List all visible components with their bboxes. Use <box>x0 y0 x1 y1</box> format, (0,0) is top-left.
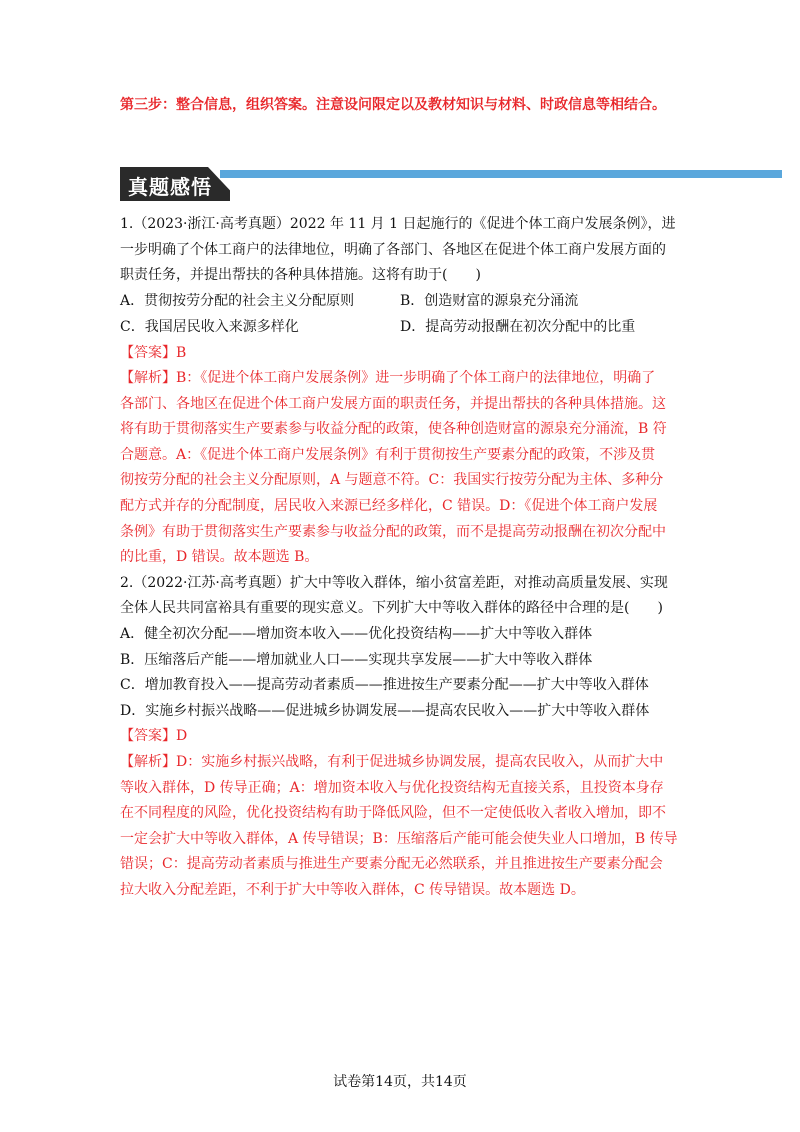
q1-analysis-line: 配方式并存的分配制度，居民收入来源已经多样化，C 错误。D：《促进个体工商户发展 <box>120 498 658 514</box>
q1-option-b: B．创造财富的源泉充分涌流 <box>400 293 579 309</box>
step3-text: 第三步：整合信息，组织答案。注意设问限定以及教材知识与材料、时政信息等相结合。 <box>120 97 666 113</box>
q2-stem-line: 全体人民共同富裕具有重要的现实意义。下列扩大中等收入群体的路径中合理的是( ) <box>120 600 663 616</box>
q2-analysis-line: 一定会扩大中等收入群体，A 传导错误；B：压缩落后产能可能会使失业人口增加，B 传导 <box>120 831 678 847</box>
q1-options <box>120 292 680 310</box>
q1-analysis-line: 合题意。A：《促进个体工商户发展条例》有利于贯彻按生产要素分配的政策，不涉及贯 <box>120 447 656 463</box>
q2-answer: 【答案】D <box>120 728 188 744</box>
q1-analysis-line: 将有助于贯彻落实生产要素参与收益分配的政策，使各种创造财富的源泉充分涌流，B 符 <box>120 421 667 437</box>
banner-stripe <box>220 170 782 178</box>
q1-option-d: D．提高劳动报酬在初次分配中的比重 <box>400 319 636 335</box>
q2-analysis-line: 在不同程度的风险，优化投资结构有助于降低风险，但不一定使低收入者收入增加，即不 <box>120 805 666 821</box>
q2-option-b: B．压缩落后产能——增加就业人口——实现共享发展——扩大中等收入群体 <box>120 652 593 668</box>
section-banner <box>120 167 782 201</box>
q1-analysis-line: 各部门、各地区在促进个体工商户发展方面的职责任务，并提出帮扶的各种具体措施。这 <box>120 396 666 412</box>
q2-option-a: A．健全初次分配——增加资本收入——优化投资结构——扩大中等收入群体 <box>120 626 593 642</box>
q1-analysis-line: 【解析】B：《促进个体工商户发展条例》进一步明确了个体工商户的法律地位，明确了 <box>120 370 656 386</box>
q2-stem-line: 2.（2022·江苏·高考真题）扩大中等收入群体，缩小贫富差距，对推动高质量发展、实现 <box>120 575 668 591</box>
page-footer: 试卷第14页，共14页 <box>333 1074 467 1090</box>
section-title: 真题感悟 <box>128 175 212 199</box>
q2-option-c: C．增加教育投入——提高劳动者素质——推进按生产要素分配——扩大中等收入群体 <box>120 677 649 693</box>
q1-analysis-line: 条例》有助于贯彻落实生产要素参与收益分配的政策，而不是提高劳动报酬在初次分配中 <box>120 524 666 540</box>
q1-stem-line: 职责任务，并提出帮扶的各种具体措施。这将有助于( ) <box>120 267 481 283</box>
q2-analysis-line: 【解析】D：实施乡村振兴战略，有利于促进城乡协调发展，提高农民收入，从而扩大中 <box>120 754 664 770</box>
q1-stem-line: 一步明确了个体工商户的法律地位，明确了各部门、各地区在促进个体工商户发展方面的 <box>120 242 666 258</box>
q1-analysis-line: 彻按劳分配的社会主义分配原则，A 与题意不符。C：我国实行按劳分配为主体、多种分 <box>120 472 664 488</box>
q1-option-c: C．我国居民收入来源多样化 <box>120 319 299 335</box>
q2-analysis-line: 拉大收入分配差距，不利于扩大中等收入群体，C 传导错误。故本题选 D。 <box>120 882 585 898</box>
q1-analysis-line: 的比重，D 错误。故本题选 B。 <box>120 549 319 565</box>
q2-analysis-line: 错误；C：提高劳动者素质与推进生产要素分配无必然联系，并且推进按生产要素分配会 <box>120 856 663 872</box>
q1-answer: 【答案】B <box>120 345 187 361</box>
q1-option-a: A．贯彻按劳分配的社会主义分配原则 <box>120 293 355 309</box>
q2-option-d: D．实施乡村振兴战略——促进城乡协调发展——提高农民收入——扩大中等收入群体 <box>120 703 650 719</box>
q1-options <box>120 318 680 336</box>
q2-analysis-line: 等收入群体，D 传导正确；A：增加资本收入与优化投资结构无直接关系，且投资本身存 <box>120 780 664 796</box>
q1-stem-line: 1.（2023·浙江·高考真题）2022 年 11 月 1 日起施行的《促进个体工商户发展条例》，进 <box>120 216 676 232</box>
